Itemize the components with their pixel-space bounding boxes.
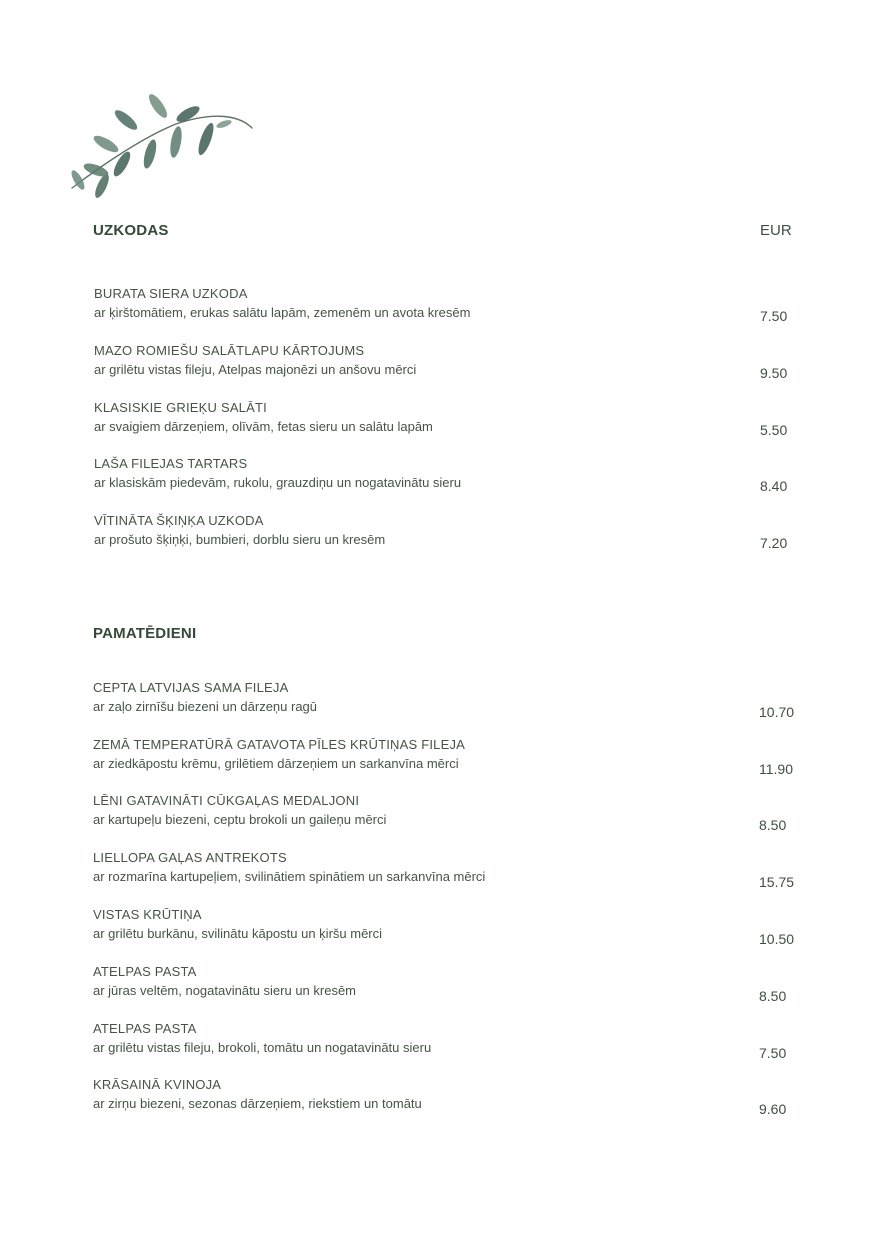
section-title-appetizers: UZKODAS: [93, 222, 169, 239]
item-description: ar ķirštomātiem, erukas salātu lapām, zemenēm un avota kresēm: [94, 305, 471, 320]
item-name: VISTAS KRŪTIŅA: [93, 907, 202, 922]
item-price: 7.50: [760, 308, 788, 324]
item-name: LAŠA FILEJAS TARTARS: [94, 456, 248, 471]
item-description: ar zirņu biezeni, sezonas dārzeņiem, riekstiem un tomātu: [93, 1096, 422, 1111]
item-description: ar rozmarīna kartupeļiem, svilinātiem spinātiem un sarkanvīna mērci: [93, 869, 486, 884]
item-price: 8.40: [760, 478, 788, 494]
item-name: VĪTINĀTA ŠĶIŅĶA UZKODA: [94, 513, 264, 528]
item-description: ar kartupeļu biezeni, ceptu brokoli un gaileņu mērci: [93, 812, 387, 827]
item-name: MAZO ROMIEŠU SALĀTLAPU KĀRTOJUMS: [94, 343, 365, 358]
item-description: ar grilētu burkānu, svilinātu kāpostu un ķiršu mērci: [93, 926, 383, 941]
item-name: LIELLOPA GAĻAS ANTREKOTS: [93, 850, 287, 865]
item-price: 7.20: [760, 535, 788, 551]
item-name: ATELPAS PASTA: [93, 964, 197, 979]
item-description: ar klasiskām piedevām, rukolu, grauzdiņu un nogatavinātu sieru: [94, 475, 462, 490]
menu-item: [93, 737, 813, 793]
menu-item: [94, 343, 814, 399]
item-price: 9.60: [759, 1101, 787, 1117]
item-price: 11.90: [759, 761, 793, 777]
menu-item: [93, 1021, 813, 1077]
item-name: LĒNI GATAVINĀTI CŪKGAĻAS MEDALJONI: [93, 793, 360, 808]
currency-label: EUR: [760, 222, 792, 239]
item-price: 7.50: [759, 1045, 787, 1061]
menu-item: [93, 907, 813, 963]
menu-item: [94, 286, 814, 342]
item-description: ar ziedkāpostu krēmu, grilētiem dārzeņiem un sarkanvīna mērci: [93, 756, 459, 771]
menu-item: [94, 513, 814, 569]
item-description: ar zaļo zirnīšu biezeni un dārzeņu ragū: [93, 699, 318, 714]
item-price: 10.70: [759, 704, 795, 720]
menu-item: [93, 1077, 813, 1133]
menu-item: [93, 793, 813, 849]
item-price: 10.50: [759, 931, 795, 947]
item-description: ar jūras veltēm, nogatavinātu sieru un kresēm: [93, 983, 357, 998]
menu-item: [93, 964, 813, 1020]
item-price: 5.50: [760, 422, 788, 438]
item-price: 8.50: [759, 817, 787, 833]
item-price: 15.75: [759, 874, 795, 890]
item-name: KRĀSAINĀ KVINOJA: [93, 1077, 222, 1092]
menu-item: [93, 680, 813, 736]
menu-item: [94, 400, 814, 456]
item-name: KLASISKIE GRIEĶU SALĀTI: [94, 400, 267, 415]
leaf-branch-icon: [66, 84, 262, 208]
menu-item: [94, 456, 814, 512]
item-name: ZEMĀ TEMPERATŪRĀ GATAVOTA PĪLES KRŪTIŅAS FILEJA: [93, 737, 466, 752]
item-description: ar svaigiem dārzeņiem, olīvām, fetas sieru un salātu lapām: [94, 419, 433, 434]
item-price: 9.50: [760, 365, 788, 381]
item-name: ATELPAS PASTA: [93, 1021, 197, 1036]
menu-item: [93, 850, 813, 906]
item-name: BURATA SIERA UZKODA: [94, 286, 248, 301]
item-description: ar prošuto šķiņķi, bumbieri, dorblu sieru un kresēm: [94, 532, 386, 547]
item-description: ar grilētu vistas fileju, brokoli, tomātu un nogatavinātu sieru: [93, 1040, 432, 1055]
item-description: ar grilētu vistas fileju, Atelpas majonēzi un anšovu mērci: [94, 362, 417, 377]
item-price: 8.50: [759, 988, 787, 1004]
section-title-main-courses: PAMATĒDIENI: [93, 625, 197, 642]
item-name: CEPTA LATVIJAS SAMA FILEJA: [93, 680, 289, 695]
